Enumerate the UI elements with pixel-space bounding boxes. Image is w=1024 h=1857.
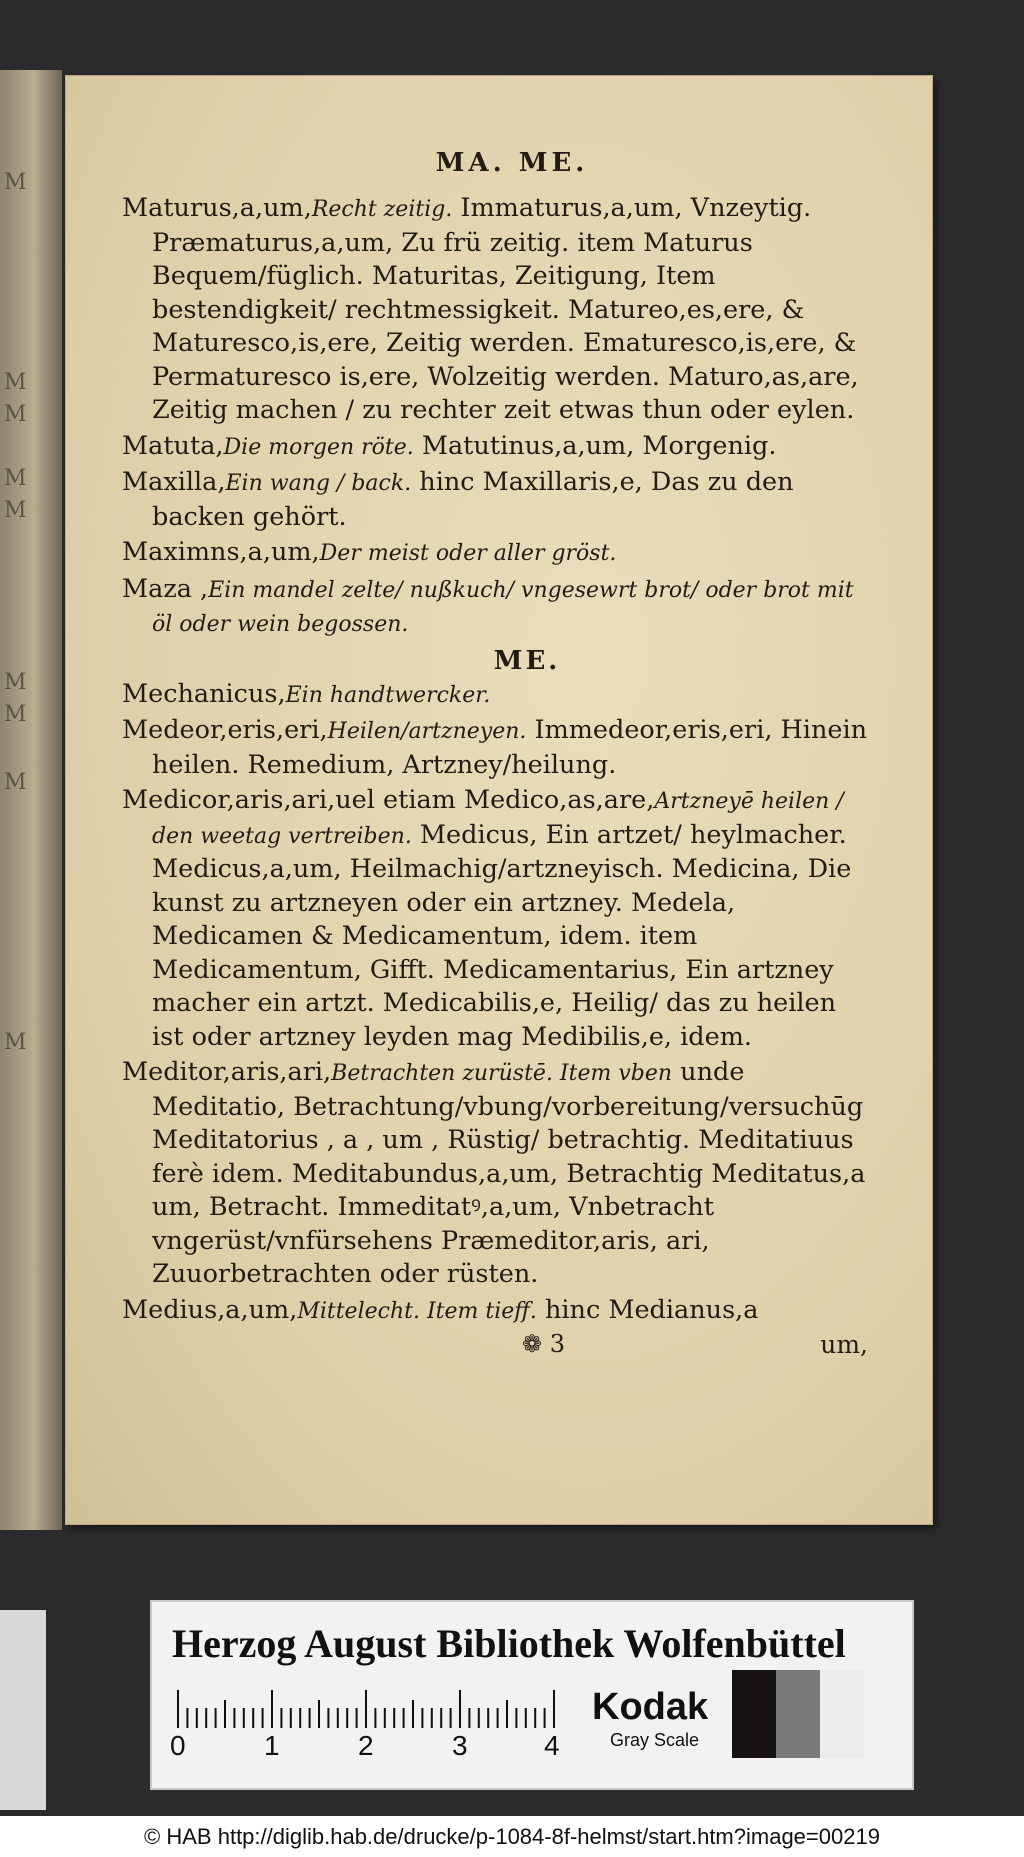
facing-page-letter: M: [4, 670, 27, 695]
facing-page-letter: M: [4, 466, 27, 491]
gray-patch-mid: [776, 1670, 820, 1758]
measurement-ruler: [174, 1690, 574, 1750]
dictionary-entry: [122, 1056, 872, 1292]
entry-headword: Meditor,aris,ari,: [122, 1057, 332, 1087]
entry-gloss: Ein handtwercker.: [285, 682, 491, 708]
dictionary-entry: [122, 536, 872, 571]
dictionary-entry: [122, 714, 872, 782]
ruler-label-3: 3: [452, 1730, 468, 1761]
entry-gloss: Heilen/artzneyen.: [327, 719, 527, 744]
entry-body: Medicus, Ein artzet/ heylmacher. Medicus,a,um, Heilmachig/artzneyisch. Medicina, Die kunst zu artzneyen oder ein artzney. Medela, Medicamen & Medicamentum, idem. item Medicamentum, Gifft. Medicamentarius, Ein artzney macher ein artzt. Medicabilis,e, Heilig/ das zu heilen ist oder artzney leyden mag Medibilis,e, idem.: [152, 819, 852, 1052]
ruler-label-4: 4: [544, 1730, 560, 1761]
entry-headword: Medius,a,um,: [122, 1294, 298, 1325]
ruler-label-2: 2: [358, 1730, 374, 1761]
section-heading: ME.: [493, 645, 561, 676]
signature-mark: ❁ 3: [522, 1330, 566, 1358]
entry-gloss: Ein wang / back.: [225, 471, 412, 496]
page-text: [122, 148, 872, 1364]
gray-patch-light: [820, 1670, 864, 1758]
page-foot: [122, 1330, 872, 1364]
entry-gloss: Artzneyē heilen / den weetag vertreiben.: [152, 789, 844, 849]
entry-headword: Matuta,: [122, 430, 224, 461]
entry-headword: Maximns,a,um,: [122, 537, 320, 567]
book-page: [66, 76, 932, 1524]
dictionary-entry: [122, 1294, 872, 1329]
dictionary-entry: [122, 678, 872, 713]
facing-page-strip: [0, 1610, 46, 1810]
kodak-logo: Kodak: [592, 1686, 709, 1728]
gray-patch-dark: [732, 1670, 776, 1758]
gray-scale-label: Gray Scale: [610, 1730, 700, 1750]
entry-headword: Mechanicus,: [122, 678, 286, 709]
entry-gloss: Der meist oder aller gröst.: [319, 541, 617, 566]
entry-body: Immedeor,eris,eri, Hinein heilen. Remedium, Artzney/heilung.: [152, 715, 868, 780]
dictionary-entry: [122, 430, 872, 465]
entry-body: unde Meditatio, Betrachtung/vbung/vorbereitung/versuchūg Meditatorius , a , um , Rüstig/ betrachtig. Meditatiuus ferè idem. Meditabundus,a,um, Betrachtig Meditatus,a um, Betracht. Immeditatꝰ,a,um, Vnbetracht vngerüst/vnfürsehens Præmeditor,aris, ari, Zuuorbetrachten oder rüsten.: [152, 1057, 866, 1289]
entry-body: Matutinus,a,um, Morgenig.: [413, 430, 777, 461]
facing-page-letter: M: [4, 402, 27, 427]
entry-body: hinc Medianus,a: [536, 1294, 759, 1325]
catchword: um,: [820, 1330, 868, 1359]
entry-gloss: Mittelecht. Item tieff.: [297, 1298, 537, 1324]
facing-page-letter: M: [4, 702, 27, 727]
dictionary-entry: [122, 192, 872, 428]
entry-body: hinc Maxillaris,e, Das zu den backen gehört.: [152, 467, 794, 532]
color-target: [150, 1600, 914, 1790]
footer-credit: © HAB http://diglib.hab.de/drucke/p-1084-8f-helmst/start.htm?image=00219: [0, 1816, 1024, 1857]
facing-page-edge: [0, 70, 62, 1530]
ruler-label-0: 0: [170, 1730, 186, 1761]
library-title: Herzog August Bibliothek Wolfenbüttel: [172, 1621, 846, 1666]
entry-gloss: Die morgen röte.: [223, 434, 414, 460]
entry-body: Immaturus,a,um, Vnzeytig. Præmaturus,a,um, Zu frü zeitig. item Maturus Bequem/füglich. Maturitas, Zeitigung, Item bestendigkeit/ rechtmessigkeit. Matureo,es,ere, & Maturesco,is,ere, Zeitig werden. Ematuresco,is,ere, & Permaturesco is,ere, Wolzeitig werden. Maturo,as,are, Zeitig machen / zu rechter zeit etwas thun oder eylen.: [152, 193, 859, 425]
entry-headword: Maturus,a,um,: [122, 193, 312, 223]
entry-gloss: Betrachten zurüstē. Item vben: [331, 1061, 673, 1086]
facing-page-letter: M: [4, 370, 27, 395]
facing-page-letter: M: [4, 498, 27, 523]
dictionary-entry: [122, 573, 872, 642]
entry-headword: Medeor,eris,eri,: [122, 715, 328, 745]
entry-headword: Maza ,: [122, 573, 209, 604]
ruler-label-1: 1: [264, 1730, 280, 1761]
entry-gloss: Ein mandel zelte/ nußkuch/ vngesewrt brot/ oder brot mit öl oder wein begossen.: [152, 577, 854, 637]
facing-page-letter: M: [4, 1030, 27, 1055]
entry-gloss: Recht zeitig.: [311, 197, 453, 222]
entry-headword: Medicor,aris,ari,uel etiam Medico,as,are,: [122, 785, 655, 815]
dictionary-entry: [122, 466, 872, 534]
running-head: MA. ME.: [435, 148, 589, 178]
facing-page-letter: M: [4, 770, 27, 795]
facing-page-letter: M: [4, 170, 27, 195]
entry-headword: Maxilla,: [122, 467, 226, 497]
dictionary-entry: [122, 784, 872, 1054]
